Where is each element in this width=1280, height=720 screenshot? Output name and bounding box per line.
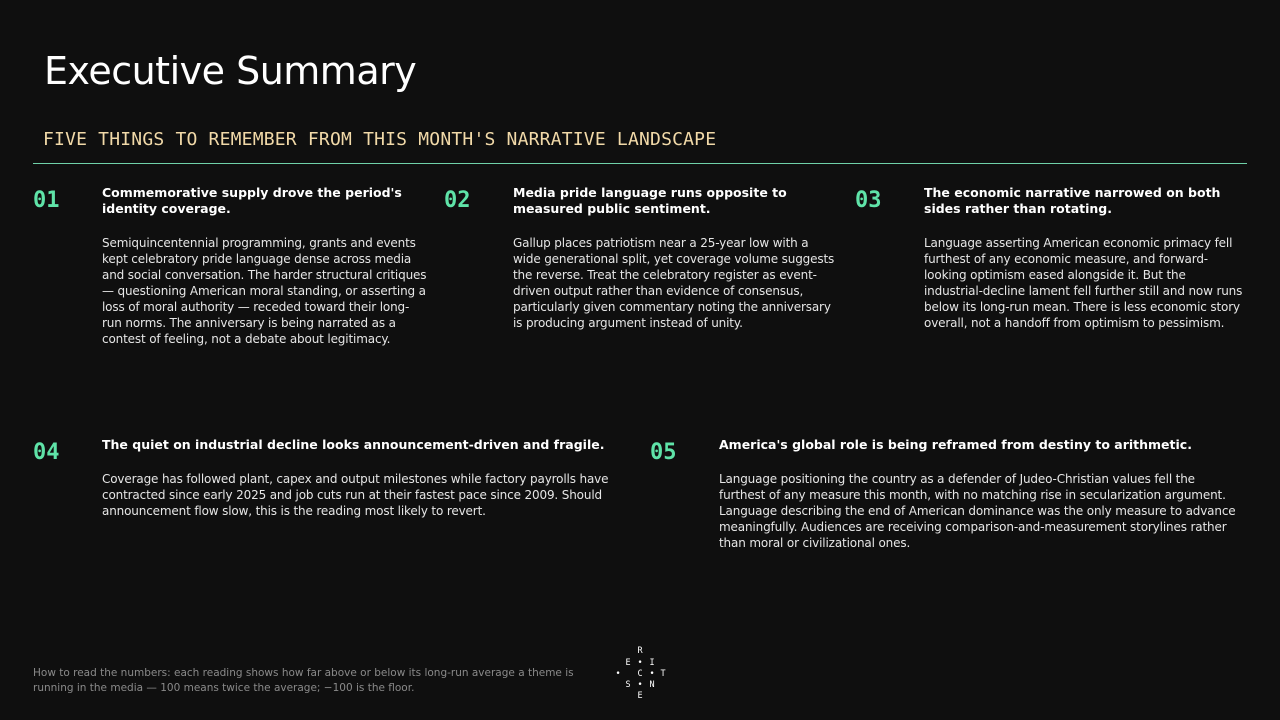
logo-letter: C [637, 669, 643, 679]
item-body: Language asserting American economic primacy fell furthest of any economic measure, and forward-looking optimism eased alongside it. But the industrial-decline lament fell further still and now runs below its long-run mean. There is less economic story overall, not a handoff from optimism to pessimism. [924, 236, 1243, 330]
logo-letter: R [637, 646, 643, 656]
item-text [102, 185, 427, 347]
item-body: Semiquincentennial programming, grants and events kept celebratory pride language dense across media and social conversation. The harder structural critiques — questioning American moral standing, or asserting a loss of moral authority — receded toward their long-run norms. The anniversary is being narrated as a contest of feeling, not a debate about legitimacy. [102, 236, 427, 346]
item-number: 02 [444, 188, 471, 213]
item-text [513, 185, 838, 331]
logo-letter: S [625, 680, 631, 690]
footnote: How to read the numbers: each reading shows how far above or below its long-run average a theme is running in the media — 100 means twice the average; −100 is the floor. [33, 667, 574, 694]
item-heading: The economic narrative narrowed on both sides rather than rotating. [924, 185, 1221, 216]
brand-logo [612, 646, 668, 702]
item-heading: Commemorative supply drove the period's identity coverage. [102, 185, 402, 216]
logo-letter: I [649, 658, 655, 668]
header-divider [33, 163, 1247, 164]
logo-dot: • [649, 669, 655, 679]
logo-letter: E [625, 658, 631, 668]
logo-letter: T [660, 669, 666, 679]
logo-dot: • [637, 680, 643, 690]
logo-dot: • [637, 658, 643, 668]
item-text [102, 437, 622, 519]
logo-letter: E [637, 691, 643, 701]
logo-letter: N [649, 680, 655, 690]
item-heading: The quiet on industrial decline looks announcement-driven and fragile. [102, 437, 605, 452]
page-title: Executive Summary [44, 49, 417, 93]
item-number: 04 [33, 440, 60, 465]
item-heading: Media pride language runs opposite to measured public sentiment. [513, 185, 787, 216]
item-number: 03 [855, 188, 882, 213]
item-number: 05 [650, 440, 677, 465]
item-body: Gallup places patriotism near a 25-year low with a wide generational split, yet coverage volume suggests the reverse. Treat the celebratory register as event-driven output rather than evidence of consensus, particularly given commentary noting the anniversary is producing argument instead of unity. [513, 236, 835, 330]
item-body: Coverage has followed plant, capex and output milestones while factory payrolls have contracted since early 2025 and job cuts run at their fastest pace since 2009. Should announcement flow slow, this is the reading most likely to revert. [102, 472, 609, 518]
page-subtitle: FIVE THINGS TO REMEMBER FROM THIS MONTH'S NARRATIVE LANDSCAPE [43, 129, 717, 150]
logo-dot: • [615, 669, 621, 679]
item-number: 01 [33, 188, 60, 213]
item-text [719, 437, 1244, 551]
item-heading: America's global role is being reframed from destiny to arithmetic. [719, 437, 1192, 452]
item-body: Language positioning the country as a defender of Judeo-Christian values fell the furthest of any measure this month, with no matching rise in secularization argument. Language describing the end of American dominance was the only measure to advance meaningfully. Audiences are receiving comparison-and-measurement storylines rather than moral or civilizational ones. [719, 472, 1236, 550]
item-text [924, 185, 1246, 331]
